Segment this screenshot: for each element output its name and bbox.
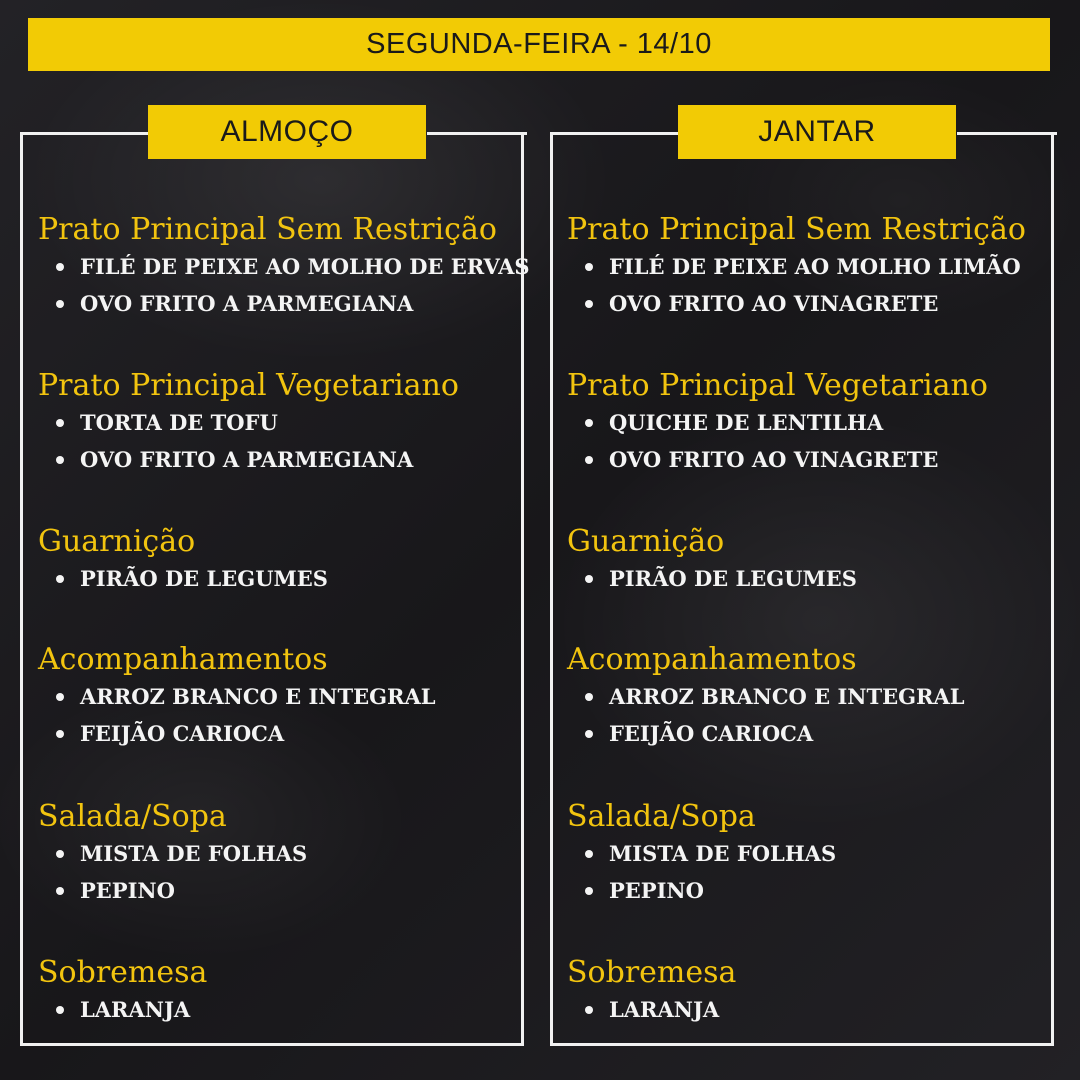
list-item: MISTA DE FOLHAS [38, 835, 307, 872]
section-title: Salada/Sopa [38, 799, 227, 834]
list-item: QUICHE DE LENTILHA [567, 404, 988, 441]
list-item: OVO FRITO A PARMEGIANA [38, 285, 530, 322]
bullet-icon [56, 263, 64, 271]
section-title: Guarnição [38, 524, 196, 559]
bullet-icon [56, 419, 64, 427]
section-title: Prato Principal Sem Restrição [38, 212, 497, 247]
list-item: OVO FRITO AO VINAGRETE [567, 441, 988, 478]
section-title: Sobremesa [38, 955, 208, 990]
bullet-icon [585, 850, 593, 858]
section-title: Sobremesa [567, 955, 737, 990]
list-item: PEPINO [38, 872, 307, 909]
panel-border [20, 132, 151, 135]
dinner-tag [678, 105, 956, 159]
bullet-icon [585, 263, 593, 271]
list-item: OVO FRITO A PARMEGIANA [38, 441, 459, 478]
bullet-icon [585, 300, 593, 308]
menu-section [38, 642, 436, 752]
menu-section [567, 799, 836, 909]
list-item: PIRÃO DE LEGUMES [567, 560, 857, 597]
dinner-label: JANTAR [758, 115, 876, 148]
day-title: SEGUNDA-FEIRA - 14/10 [366, 28, 712, 60]
menu-section [567, 642, 965, 752]
list-item: PEPINO [567, 872, 836, 909]
lunch-label: ALMOÇO [220, 115, 354, 148]
bullet-icon [56, 1006, 64, 1014]
bullet-icon [56, 575, 64, 583]
list-item: FEIJÃO CARIOCA [567, 715, 965, 752]
menu-section [38, 368, 459, 478]
bullet-icon [56, 850, 64, 858]
bullet-icon [585, 693, 593, 701]
section-title: Salada/Sopa [567, 799, 756, 834]
list-item: LARANJA [38, 991, 207, 1028]
bullet-icon [585, 1006, 593, 1014]
bullet-icon [56, 693, 64, 701]
menu-section [38, 799, 307, 909]
menu-section [567, 368, 988, 478]
section-title: Acompanhamentos [38, 642, 328, 677]
menu-section [38, 524, 328, 597]
menu-section [38, 955, 207, 1028]
bullet-icon [56, 730, 64, 738]
list-item: FEIJÃO CARIOCA [38, 715, 436, 752]
menu-section [567, 524, 857, 597]
list-item: TORTA DE TOFU [38, 404, 459, 441]
day-banner [28, 18, 1050, 71]
section-title: Prato Principal Vegetariano [38, 368, 459, 403]
list-item: LARANJA [567, 991, 736, 1028]
menu-section [38, 212, 530, 322]
bullet-icon [56, 300, 64, 308]
list-item: FILÉ DE PEIXE AO MOLHO LIMÃO [567, 248, 1026, 285]
panel-border [427, 132, 527, 135]
lunch-tag [148, 105, 426, 159]
list-item: ARROZ BRANCO E INTEGRAL [567, 678, 965, 715]
panel-border [957, 132, 1057, 135]
panel-border [550, 132, 681, 135]
bullet-icon [585, 419, 593, 427]
bullet-icon [585, 575, 593, 583]
list-item: PIRÃO DE LEGUMES [38, 560, 328, 597]
menu-section [567, 955, 736, 1028]
list-item: ARROZ BRANCO E INTEGRAL [38, 678, 436, 715]
menu-section [567, 212, 1026, 322]
list-item: MISTA DE FOLHAS [567, 835, 836, 872]
bullet-icon [585, 456, 593, 464]
section-title: Prato Principal Sem Restrição [567, 212, 1026, 247]
bullet-icon [585, 730, 593, 738]
section-title: Acompanhamentos [567, 642, 857, 677]
bullet-icon [56, 456, 64, 464]
bullet-icon [585, 887, 593, 895]
list-item: FILÉ DE PEIXE AO MOLHO DE ERVAS [38, 248, 530, 285]
section-title: Guarnição [567, 524, 725, 559]
list-item: OVO FRITO AO VINAGRETE [567, 285, 1026, 322]
bullet-icon [56, 887, 64, 895]
section-title: Prato Principal Vegetariano [567, 368, 988, 403]
